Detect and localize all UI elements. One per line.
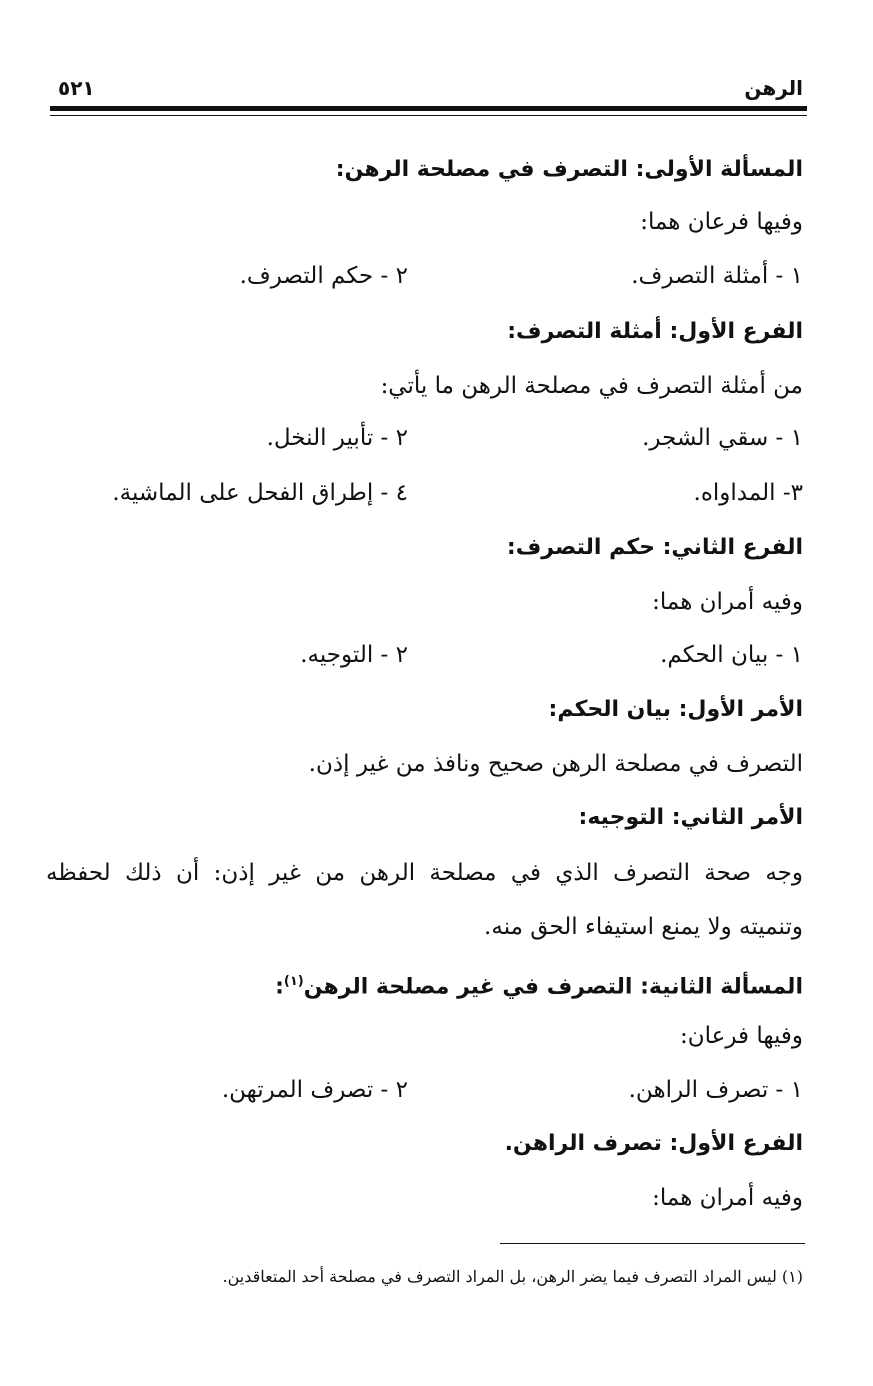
- paragraph: وتنميته ولا يمنع استيفاء الحق منه.: [484, 914, 803, 940]
- list-item: ٢ - تأبير النخل.: [266, 425, 408, 451]
- list-row: [53, 473, 803, 513]
- list-item: ٣- المداواه.: [693, 480, 803, 506]
- paragraph: وفيه أمران هما:: [652, 1185, 803, 1211]
- list-item: ٤ - إطراق الفحل على الماشية.: [112, 480, 408, 506]
- list-item: ١ - سقي الشجر.: [642, 425, 803, 451]
- heading-colon: :: [275, 974, 284, 1000]
- paragraph: وجه صحة التصرف الذي في مصلحة الرهن من غير إذن: أن ذلك لحفظه: [46, 860, 803, 886]
- heading-branch-1: الفرع الأول: أمثلة التصرف:: [507, 319, 803, 344]
- list-row: [53, 635, 803, 675]
- list-item: ١ - بيان الحكم.: [660, 642, 803, 668]
- footnote-separator: [500, 1243, 805, 1244]
- heading-matter-1: الأمر الأول: بيان الحكم:: [548, 697, 803, 722]
- heading-matter-2: الأمر الثاني: التوجيه:: [578, 805, 803, 830]
- header-rule-thick: [50, 106, 807, 111]
- list-item: ٢ - تصرف المرتهن.: [221, 1077, 408, 1103]
- list-item: ١ - أمثلة التصرف.: [631, 263, 803, 289]
- heading-issue-2: [53, 962, 803, 1002]
- heading-branch-2: الفرع الثاني: حكم التصرف:: [506, 535, 803, 560]
- footnote: (١) ليس المراد التصرف فيما يضر الرهن، بل المراد التصرف في مصلحة أحد المتعاقدين.: [222, 1267, 803, 1286]
- page-number: ٥٢١: [58, 76, 95, 100]
- paragraph: وفيها فرعان:: [679, 1023, 803, 1049]
- heading-text: المسألة الثانية: التصرف في غير مصلحة الرهن: [303, 974, 803, 1000]
- paragraph: وفيه أمران هما:: [652, 589, 803, 615]
- list-row: [53, 1070, 803, 1110]
- header-rule-thin: [50, 115, 807, 116]
- paragraph: التصرف في مصلحة الرهن صحيح ونافذ من غير إذن.: [308, 751, 803, 777]
- list-row: [53, 418, 803, 458]
- list-item: ٢ - التوجيه.: [300, 642, 408, 668]
- list-item: ٢ - حكم التصرف.: [239, 263, 408, 289]
- heading-branch-3: الفرع الأول: تصرف الراهن.: [504, 1131, 803, 1156]
- paragraph: من أمثلة التصرف في مصلحة الرهن ما يأتي:: [380, 373, 803, 399]
- paragraph: وفيها فرعان هما:: [640, 209, 803, 235]
- list-item: ١ - تصرف الراهن.: [628, 1077, 803, 1103]
- list-row: [53, 256, 803, 296]
- running-head: الرهن: [744, 76, 803, 100]
- footnote-reference: (١): [283, 974, 304, 989]
- heading-issue-1: المسألة الأولى: التصرف في مصلحة الرهن:: [335, 157, 803, 182]
